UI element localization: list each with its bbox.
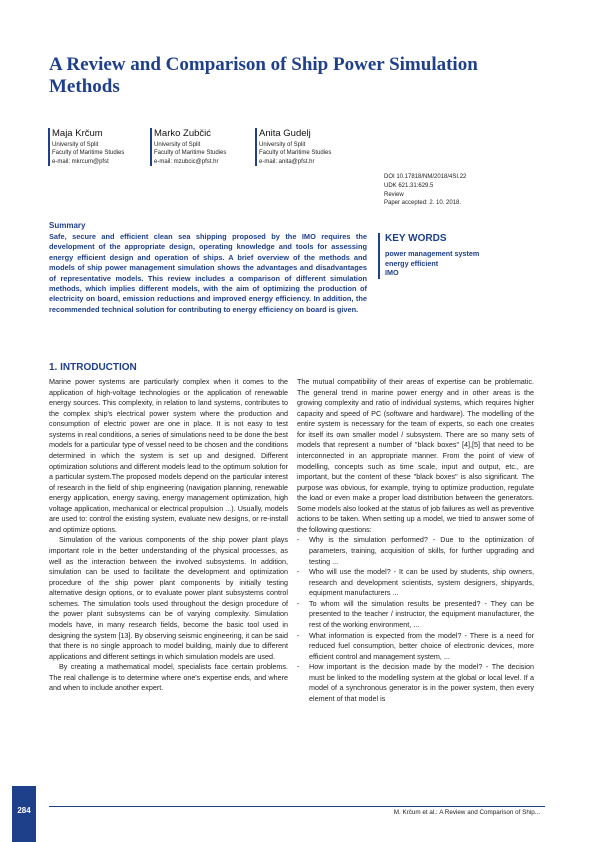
- author-divider: [255, 128, 257, 166]
- author-divider: [150, 128, 152, 166]
- summary-heading: Summary: [49, 221, 86, 230]
- running-footer: M. Krčum et al.: A Review and Comparison of Ship...: [393, 809, 540, 816]
- body-paragraph: The mutual compatibility of their areas of expertise can be problematic. The general trend in marine power energy and in other areas is the growing complexity and ratio of individual systems, which requires higher capacity and speed of PC (software and hardware). The modelling of the entire system is necessary for the team of experts, so each one creates for itself its own smaller model / subsystem. There are so many sets of models that represent a number of "black boxes" [4],[5] that need to be interconnected in an appropriate manner. From the point of view of modelling, concepts such as time scale, input and output, etc., are important, but the content of these "black boxes" is also significant. The purpose was obvious, for example, trying to optimize production, regulate the load or even make a proper load distribution between the generators. Some models also looked at the status of job failures as well as preventive actions to be taken. When setting up a model, we tried to answer some of the following questions:: [297, 377, 534, 534]
- page-number: 284: [17, 806, 31, 815]
- udk: UDK 621.31:629.5: [384, 182, 434, 189]
- keyword: power management system: [385, 249, 480, 258]
- question-list: [297, 535, 534, 704]
- body-paragraph: Simulation of the various components of the ship power plant plays important role in the better understanding of the physical processes, as well as the interaction between the involved subsystems. In addition, simulation can be used to facilitate the development and optimization procedure of the ship power plant components by initially testing alternative design options, or to evaluate power plant subsystems control schemes. The simulation tools used throughout the design procedure of the power plant subsystems can be of varying complexity. Simulation models have, in many research fields, become the basic tool used in designing the system [13]. By observing seismic engineering, it can be said that there is no single approach to model building, mainly due to different applications and different settings in which simulation models are used.: [49, 535, 288, 661]
- author-faculty: Faculty of Maritime Studies: [154, 150, 227, 157]
- keywords-divider: [378, 233, 380, 279]
- list-item: - Who will use the model? - It can be used by students, ship owners, research and development scientists, system designers, shipyards, equipment manufacturers ...: [297, 567, 534, 599]
- author-email: e-mail: mkrcum@pfst: [52, 158, 109, 165]
- author-divider: [48, 128, 50, 166]
- keywords-heading: KEY WORDS: [385, 233, 447, 244]
- accepted-date: Paper accepted: 2. 10. 2018.: [384, 200, 462, 207]
- author-name: Marko Zubčić: [154, 128, 212, 139]
- keyword: IMO: [385, 268, 399, 277]
- author-email: e-mail: mzubcic@pfst.hr: [154, 158, 219, 165]
- author-block: [52, 128, 162, 166]
- article-type: Review: [384, 191, 404, 198]
- body-column-right: [297, 377, 534, 704]
- author-name: Anita Gudelj: [259, 128, 311, 139]
- section-heading: 1. INTRODUCTION: [49, 362, 137, 373]
- list-item: - Why is the simulation performed? - Due to the optimization of parameters, training, acquisition of skills, for further upgrading and testing ...: [297, 535, 534, 567]
- author-faculty: Faculty of Maritime Studies: [259, 150, 332, 157]
- author-affiliation: University of Split: [154, 142, 201, 148]
- summary-text: Safe, secure and efficient clean sea shipping proposed by the IMO requires the development of the appropriate design, operating knowledge and tools for assessing energy efficient design and operation of ships. A brief overview of the methods and models of ship power management simulation shows the advantages and disadvantages of representative models. This review includes a comparison of different simulation methods, which implies different models, with the aim of optimizing the production of electricity on board, emission reductions and improved energy efficiency. In addition, the recommended technical solution for contributing to energy efficiency on board is given.: [49, 232, 367, 314]
- author-affiliation: University of Split: [259, 142, 306, 148]
- body-paragraph: Marine power systems are particularly complex when it comes to the application of high-voltage technologies or the application of renewable energy sources. This complexity, in relation to land systems, contributes to the complex ship's electrical power system where the production and consumption of electric power are one in place. It is not easy to test systems in real conditions, a series of simulations need to be done the best models for a particular type of vessel need to be chosen and the conditions determined in which the system is set up and designed. Different optimization solutions and different models lead to the optimum solution for a particular system.The proposed models depend on the particular interest of research in the field of ship engineering (navigation planning, renewable energy application, energy saving, energy management optimization, high voltage application, mechanical or electrical propulsion ...). Usually, models are used to: control the existing system, evaluate new designs, or re-install and optimize options.: [49, 377, 288, 534]
- list-item: - What information is expected from the model? - There is a need for reduced fuel consumption, better choice of electronic devices, more efficient control and management system, ...: [297, 631, 534, 663]
- author-block: [154, 128, 264, 166]
- author-name: Maja Krčum: [52, 128, 103, 139]
- body-column-left: [49, 377, 288, 694]
- article-meta: [384, 173, 466, 208]
- list-item: - To whom will the simulation results be presented? - They can be presented to the teacher / instructor, the equipment manufacturer, the rest of the working environment, ...: [297, 599, 534, 631]
- doi: DOI 10.17818/NM/2018/4SI.22: [384, 174, 467, 180]
- paper-title: A Review and Comparison of Ship Power Simulation Methods: [49, 54, 478, 97]
- list-item: - How important is the decision made by the model? - The decision must be linked to the modelling system at the global or local level. If a model of a synchronous generator is in the power system, then every element of that model is: [297, 662, 534, 704]
- author-affiliation: University of Split: [52, 142, 99, 148]
- footer-rule: [49, 806, 545, 807]
- keywords-list: [385, 249, 479, 278]
- author-block: [259, 128, 369, 166]
- author-faculty: Faculty of Maritime Studies: [52, 150, 125, 157]
- keyword: energy efficient: [385, 258, 439, 268]
- author-email: e-mail: anita@pfst.hr: [259, 158, 315, 165]
- body-paragraph: By creating a mathematical model, specialists face certain problems. The real challenge is to determine where one's expertise ends, and where and when to include another expert.: [49, 662, 288, 693]
